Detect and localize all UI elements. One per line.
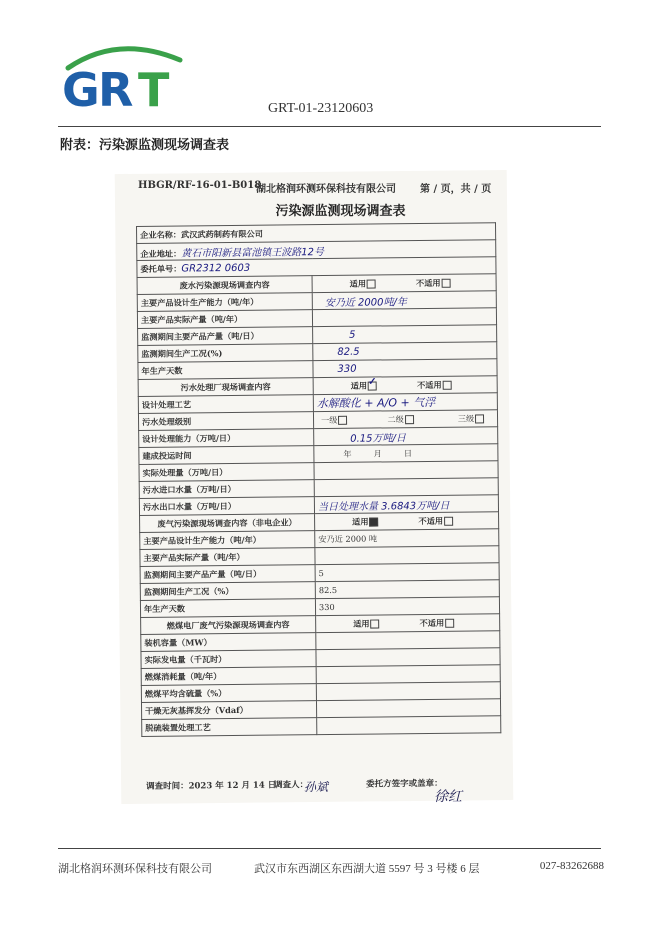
enterprise-name: 企业名称：武汉武药制药有限公司 bbox=[137, 223, 496, 244]
gas-value-1 bbox=[315, 546, 499, 565]
gas-label-3: 监测期间生产工况（%） bbox=[140, 582, 315, 601]
section-title: 废气污染源现场调查内容（非电企业） bbox=[140, 514, 315, 533]
commission-row: 委托单号：GR2312 0603 bbox=[137, 257, 496, 278]
power-label-4: 干燥无灰基挥发分（Vdaf） bbox=[141, 701, 316, 720]
enterprise-address: 黄石市阳新县富池镇王波路12号 bbox=[181, 246, 325, 260]
plant-label-1: 污水处理级别 bbox=[138, 412, 313, 431]
plant-value-6: 当日处理水量 3.6843万吨/日 bbox=[314, 495, 498, 514]
gas-value-2: 5 bbox=[315, 563, 499, 582]
client-signature: 徐红 bbox=[434, 789, 462, 805]
document-number: GRT-01-23120603 bbox=[268, 101, 374, 116]
power-value-2 bbox=[316, 665, 500, 684]
form-company: 湖北格润环测环保科技有限公司 bbox=[256, 184, 396, 195]
form-page: 第 / 页，共 / 页 bbox=[420, 184, 492, 195]
plant-value-4 bbox=[314, 461, 498, 480]
not-applicable-label: 不适用 bbox=[418, 515, 444, 526]
ww-label-3: 监测期间生产工况(%) bbox=[138, 344, 313, 363]
plant-label-2: 设计处理能力（万吨/日） bbox=[139, 429, 314, 448]
power-value-0 bbox=[316, 631, 500, 650]
plant-label-6: 污水出口水量（万吨/日） bbox=[139, 497, 314, 516]
not-applicable-label: 不适用 bbox=[417, 379, 442, 390]
applicable-checkbox[interactable] bbox=[367, 279, 376, 288]
power-label-2: 燃煤消耗量（吨/年） bbox=[141, 667, 316, 686]
ww-value-4: 330 bbox=[313, 359, 497, 378]
client-label: 委托方签字或盖章： bbox=[366, 778, 443, 790]
power-label-5: 脱硫装置处理工艺 bbox=[142, 718, 317, 737]
applicable-checkbox[interactable] bbox=[369, 517, 378, 526]
section-title: 废水污染源现场调查内容 bbox=[137, 276, 312, 295]
applicable-label: 适用 bbox=[353, 618, 370, 629]
plant-label-0: 设计处理工艺 bbox=[138, 395, 313, 414]
surveyor-label: 调查人： bbox=[274, 780, 309, 791]
svg-text:R: R bbox=[98, 63, 134, 116]
ww-label-4: 年生产天数 bbox=[138, 361, 313, 380]
applicable-label: 适用 bbox=[350, 380, 368, 391]
plant-value-2: 0.15万吨/日 bbox=[314, 427, 498, 446]
section-title: 污水处理厂现场调查内容 bbox=[138, 378, 313, 397]
applicable-checkbox[interactable] bbox=[371, 619, 380, 628]
ww-value-1 bbox=[312, 308, 496, 327]
not-applicable-label: 不适用 bbox=[419, 617, 445, 628]
appendix-title: 附表：污染源监测现场调查表 bbox=[60, 138, 230, 153]
footer-address: 武汉市东西湖区东西湖大道 5597 号 3 号楼 6 层 bbox=[254, 863, 480, 875]
header-divider bbox=[58, 126, 601, 127]
footer-divider bbox=[58, 848, 601, 849]
enterprise-address-row: 企业地址：黄石市阳新县富池镇王波路12号 bbox=[137, 240, 496, 261]
gas-value-4: 330 bbox=[315, 597, 499, 616]
power-value-1 bbox=[316, 648, 500, 667]
check-mark-icon: ✓ bbox=[367, 376, 377, 388]
commission-number: GR2312 0603 bbox=[181, 262, 251, 275]
grt-logo bbox=[58, 40, 190, 116]
not-applicable-checkbox[interactable] bbox=[445, 619, 454, 628]
svg-text:G: G bbox=[62, 63, 100, 116]
date-fields: 年 月 日 bbox=[314, 444, 498, 463]
section-title: 燃煤电厂废气污染源现场调查内容 bbox=[141, 616, 316, 635]
form-title: 污染源监测现场调查表 bbox=[275, 204, 406, 219]
gas-label-0: 主要产品设计生产能力（吨/年） bbox=[140, 531, 315, 550]
plant-value-0: 水解酸化 + A/O + 气浮 bbox=[313, 393, 497, 412]
applicable-checkbox[interactable] bbox=[367, 376, 377, 390]
power-label-0: 装机容量（MW） bbox=[141, 633, 316, 652]
footer-company: 湖北格润环测环保科技有限公司 bbox=[58, 863, 212, 875]
not-applicable-checkbox[interactable] bbox=[442, 279, 451, 288]
plant-label-3: 建成投运时间 bbox=[139, 446, 314, 465]
power-value-5 bbox=[317, 716, 501, 735]
gas-label-4: 年生产天数 bbox=[140, 599, 315, 618]
ww-label-1: 主要产品实际产量（吨/年） bbox=[137, 310, 312, 329]
gas-label-2: 监测期间主要产品产量（吨/日） bbox=[140, 565, 315, 584]
plant-label-5: 污水进口水量（万吨/日） bbox=[139, 480, 314, 499]
power-label-3: 燃煤平均含硫量（%） bbox=[141, 684, 316, 703]
ww-value-0: 安乃近 2000吨/年 bbox=[312, 291, 496, 310]
ww-label-2: 监测期间主要产品产量（吨/日） bbox=[138, 327, 313, 346]
survey-time: 调查时间：2023 年 12 月 14 日 bbox=[146, 780, 277, 792]
svg-text:T: T bbox=[138, 63, 170, 116]
gas-value-3: 82.5 bbox=[315, 580, 499, 599]
ww-value-2: 5 bbox=[313, 325, 497, 344]
not-applicable-label: 不适用 bbox=[415, 277, 441, 288]
not-applicable-checkbox[interactable] bbox=[443, 381, 452, 390]
power-label-1: 实际发电量（千瓦时） bbox=[141, 650, 316, 669]
power-value-3 bbox=[316, 682, 500, 701]
ww-value-3: 82.5 bbox=[313, 342, 497, 361]
survey-table bbox=[136, 222, 501, 737]
footer-phone: 027-83262688 bbox=[539, 860, 604, 872]
surveyor-signature: 孙斌 bbox=[304, 780, 329, 794]
applicable-label: 适用 bbox=[352, 516, 369, 527]
form-code: HBGR/RF-16-01-B018 bbox=[138, 180, 262, 191]
plant-value-5 bbox=[314, 478, 498, 497]
gas-value-0: 安乃近 2000 吨 bbox=[315, 529, 499, 548]
ww-label-0: 主要产品设计生产能力（吨/年） bbox=[137, 293, 312, 312]
applicable-label: 适用 bbox=[349, 278, 367, 289]
plant-label-4: 实际处理量（万吨/日） bbox=[139, 463, 314, 482]
gas-label-1: 主要产品实际产量（吨/年） bbox=[140, 548, 315, 567]
grade-options: 一级 二级 三级 bbox=[313, 410, 497, 429]
power-value-4 bbox=[316, 699, 500, 718]
not-applicable-checkbox[interactable] bbox=[444, 517, 453, 526]
